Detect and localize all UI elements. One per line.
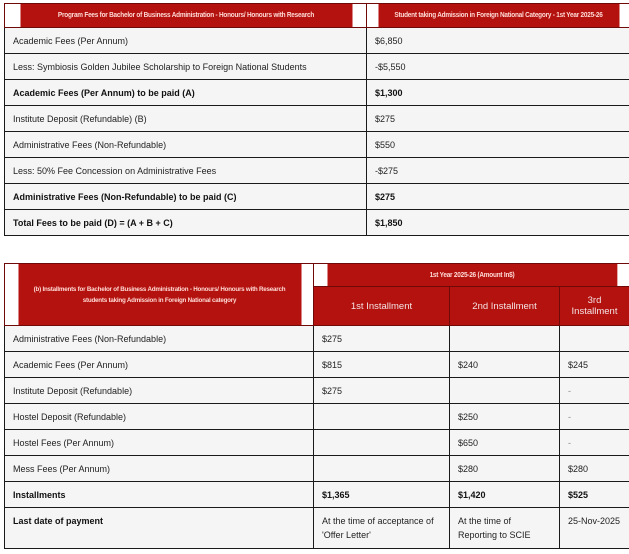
installment-3rd-value: - bbox=[560, 378, 629, 404]
fees-row-value: $6,850 bbox=[367, 28, 629, 54]
header-2nd-installment: 2nd Installment bbox=[450, 287, 560, 326]
installment-row-label: Academic Fees (Per Annum) bbox=[5, 352, 314, 378]
fees-header-program: Program Fees for Bachelor of Business Administration - Honours/ Honours with Research bbox=[19, 4, 352, 28]
installment-3rd-value: - bbox=[560, 404, 629, 430]
fees-row-label: Institute Deposit (Refundable) (B) bbox=[5, 106, 367, 132]
fees-row bbox=[5, 106, 629, 132]
installment-1st-value bbox=[314, 430, 450, 456]
installment-row-label: Last date of payment bbox=[5, 508, 314, 549]
fees-row-label: Less: Symbiosis Golden Jubilee Scholarship to Foreign National Students bbox=[5, 54, 367, 80]
installment-row-label: Administrative Fees (Non-Refundable) bbox=[5, 326, 314, 352]
fees-row-label: Total Fees to be paid (D) = (A + B + C) bbox=[5, 210, 367, 236]
installment-1st-value: $275 bbox=[314, 326, 450, 352]
fees-row bbox=[5, 184, 629, 210]
fees-row-label: Academic Fees (Per Annum) to be paid (A) bbox=[5, 80, 367, 106]
installment-row bbox=[5, 456, 629, 482]
installment-1st-due: At the time of acceptance of 'Offer Letter' bbox=[314, 508, 450, 549]
installment-1st-value: $1,365 bbox=[314, 482, 450, 508]
header-3rd-installment: 3rd Installment bbox=[560, 287, 629, 326]
installment-3rd-value: $525 bbox=[560, 482, 629, 508]
installments-header-year: 1st Year 2025-26 (Amount In$) bbox=[326, 264, 617, 287]
fees-row bbox=[5, 80, 629, 106]
installment-2nd-value: $650 bbox=[450, 430, 560, 456]
fees-row-label: Administrative Fees (Non-Refundable) bbox=[5, 132, 367, 158]
installment-row bbox=[5, 326, 629, 352]
installment-3rd-due: 25-Nov-2025 bbox=[560, 508, 629, 549]
installment-3rd-value bbox=[560, 326, 629, 352]
installment-row bbox=[5, 378, 629, 404]
installment-row-label: Hostel Deposit (Refundable) bbox=[5, 404, 314, 430]
fees-row-value: $1,850 bbox=[367, 210, 629, 236]
installment-row-label: Institute Deposit (Refundable) bbox=[5, 378, 314, 404]
installment-row bbox=[5, 404, 629, 430]
fees-row-value: -$5,550 bbox=[367, 54, 629, 80]
installment-row-label: Hostel Fees (Per Annum) bbox=[5, 430, 314, 456]
installment-3rd-value: - bbox=[560, 430, 629, 456]
fees-row-value: -$275 bbox=[367, 158, 629, 184]
fees-total-row bbox=[5, 210, 629, 236]
fees-row bbox=[5, 132, 629, 158]
fees-header-row bbox=[5, 4, 629, 28]
installments-total-row bbox=[5, 482, 629, 508]
fees-row-label: Academic Fees (Per Annum) bbox=[5, 28, 367, 54]
installment-2nd-value: $280 bbox=[450, 456, 560, 482]
installment-2nd-due: At the time of Reporting to SCIE bbox=[450, 508, 560, 549]
installment-2nd-value bbox=[450, 378, 560, 404]
fees-row-value: $1,300 bbox=[367, 80, 629, 106]
header-1st-installment: 1st Installment bbox=[314, 287, 450, 326]
installment-row-label: Installments bbox=[5, 482, 314, 508]
fees-row-label: Administrative Fees (Non-Refundable) to be paid (C) bbox=[5, 184, 367, 210]
installment-row bbox=[5, 430, 629, 456]
installments-table bbox=[4, 263, 629, 549]
installment-row-label: Mess Fees (Per Annum) bbox=[5, 456, 314, 482]
installment-2nd-value: $240 bbox=[450, 352, 560, 378]
installment-2nd-value bbox=[450, 326, 560, 352]
fees-row bbox=[5, 158, 629, 184]
fees-row-value: $550 bbox=[367, 132, 629, 158]
installment-1st-value: $275 bbox=[314, 378, 450, 404]
fees-header-category: Student taking Admission in Foreign National Category - 1st Year 2025-26 bbox=[377, 4, 619, 28]
installment-1st-value bbox=[314, 456, 450, 482]
installment-2nd-value: $250 bbox=[450, 404, 560, 430]
fees-row-label: Less: 50% Fee Concession on Administrative Fees bbox=[5, 158, 367, 184]
installment-3rd-value: $280 bbox=[560, 456, 629, 482]
fees-row bbox=[5, 28, 629, 54]
fees-row bbox=[5, 54, 629, 80]
fees-row-value: $275 bbox=[367, 184, 629, 210]
installment-row bbox=[5, 352, 629, 378]
installments-header-row bbox=[5, 264, 629, 287]
fees-row-value: $275 bbox=[367, 106, 629, 132]
payment-date-row bbox=[5, 508, 629, 549]
installment-3rd-value: $245 bbox=[560, 352, 629, 378]
installment-1st-value bbox=[314, 404, 450, 430]
installments-header-description: (b) Installments for Bachelor of Business Administration - Honours/ Honours with Research students taking Admission in Foreign National category bbox=[17, 264, 301, 326]
installment-1st-value: $815 bbox=[314, 352, 450, 378]
installment-2nd-value: $1,420 bbox=[450, 482, 560, 508]
program-fees-table bbox=[4, 3, 629, 236]
